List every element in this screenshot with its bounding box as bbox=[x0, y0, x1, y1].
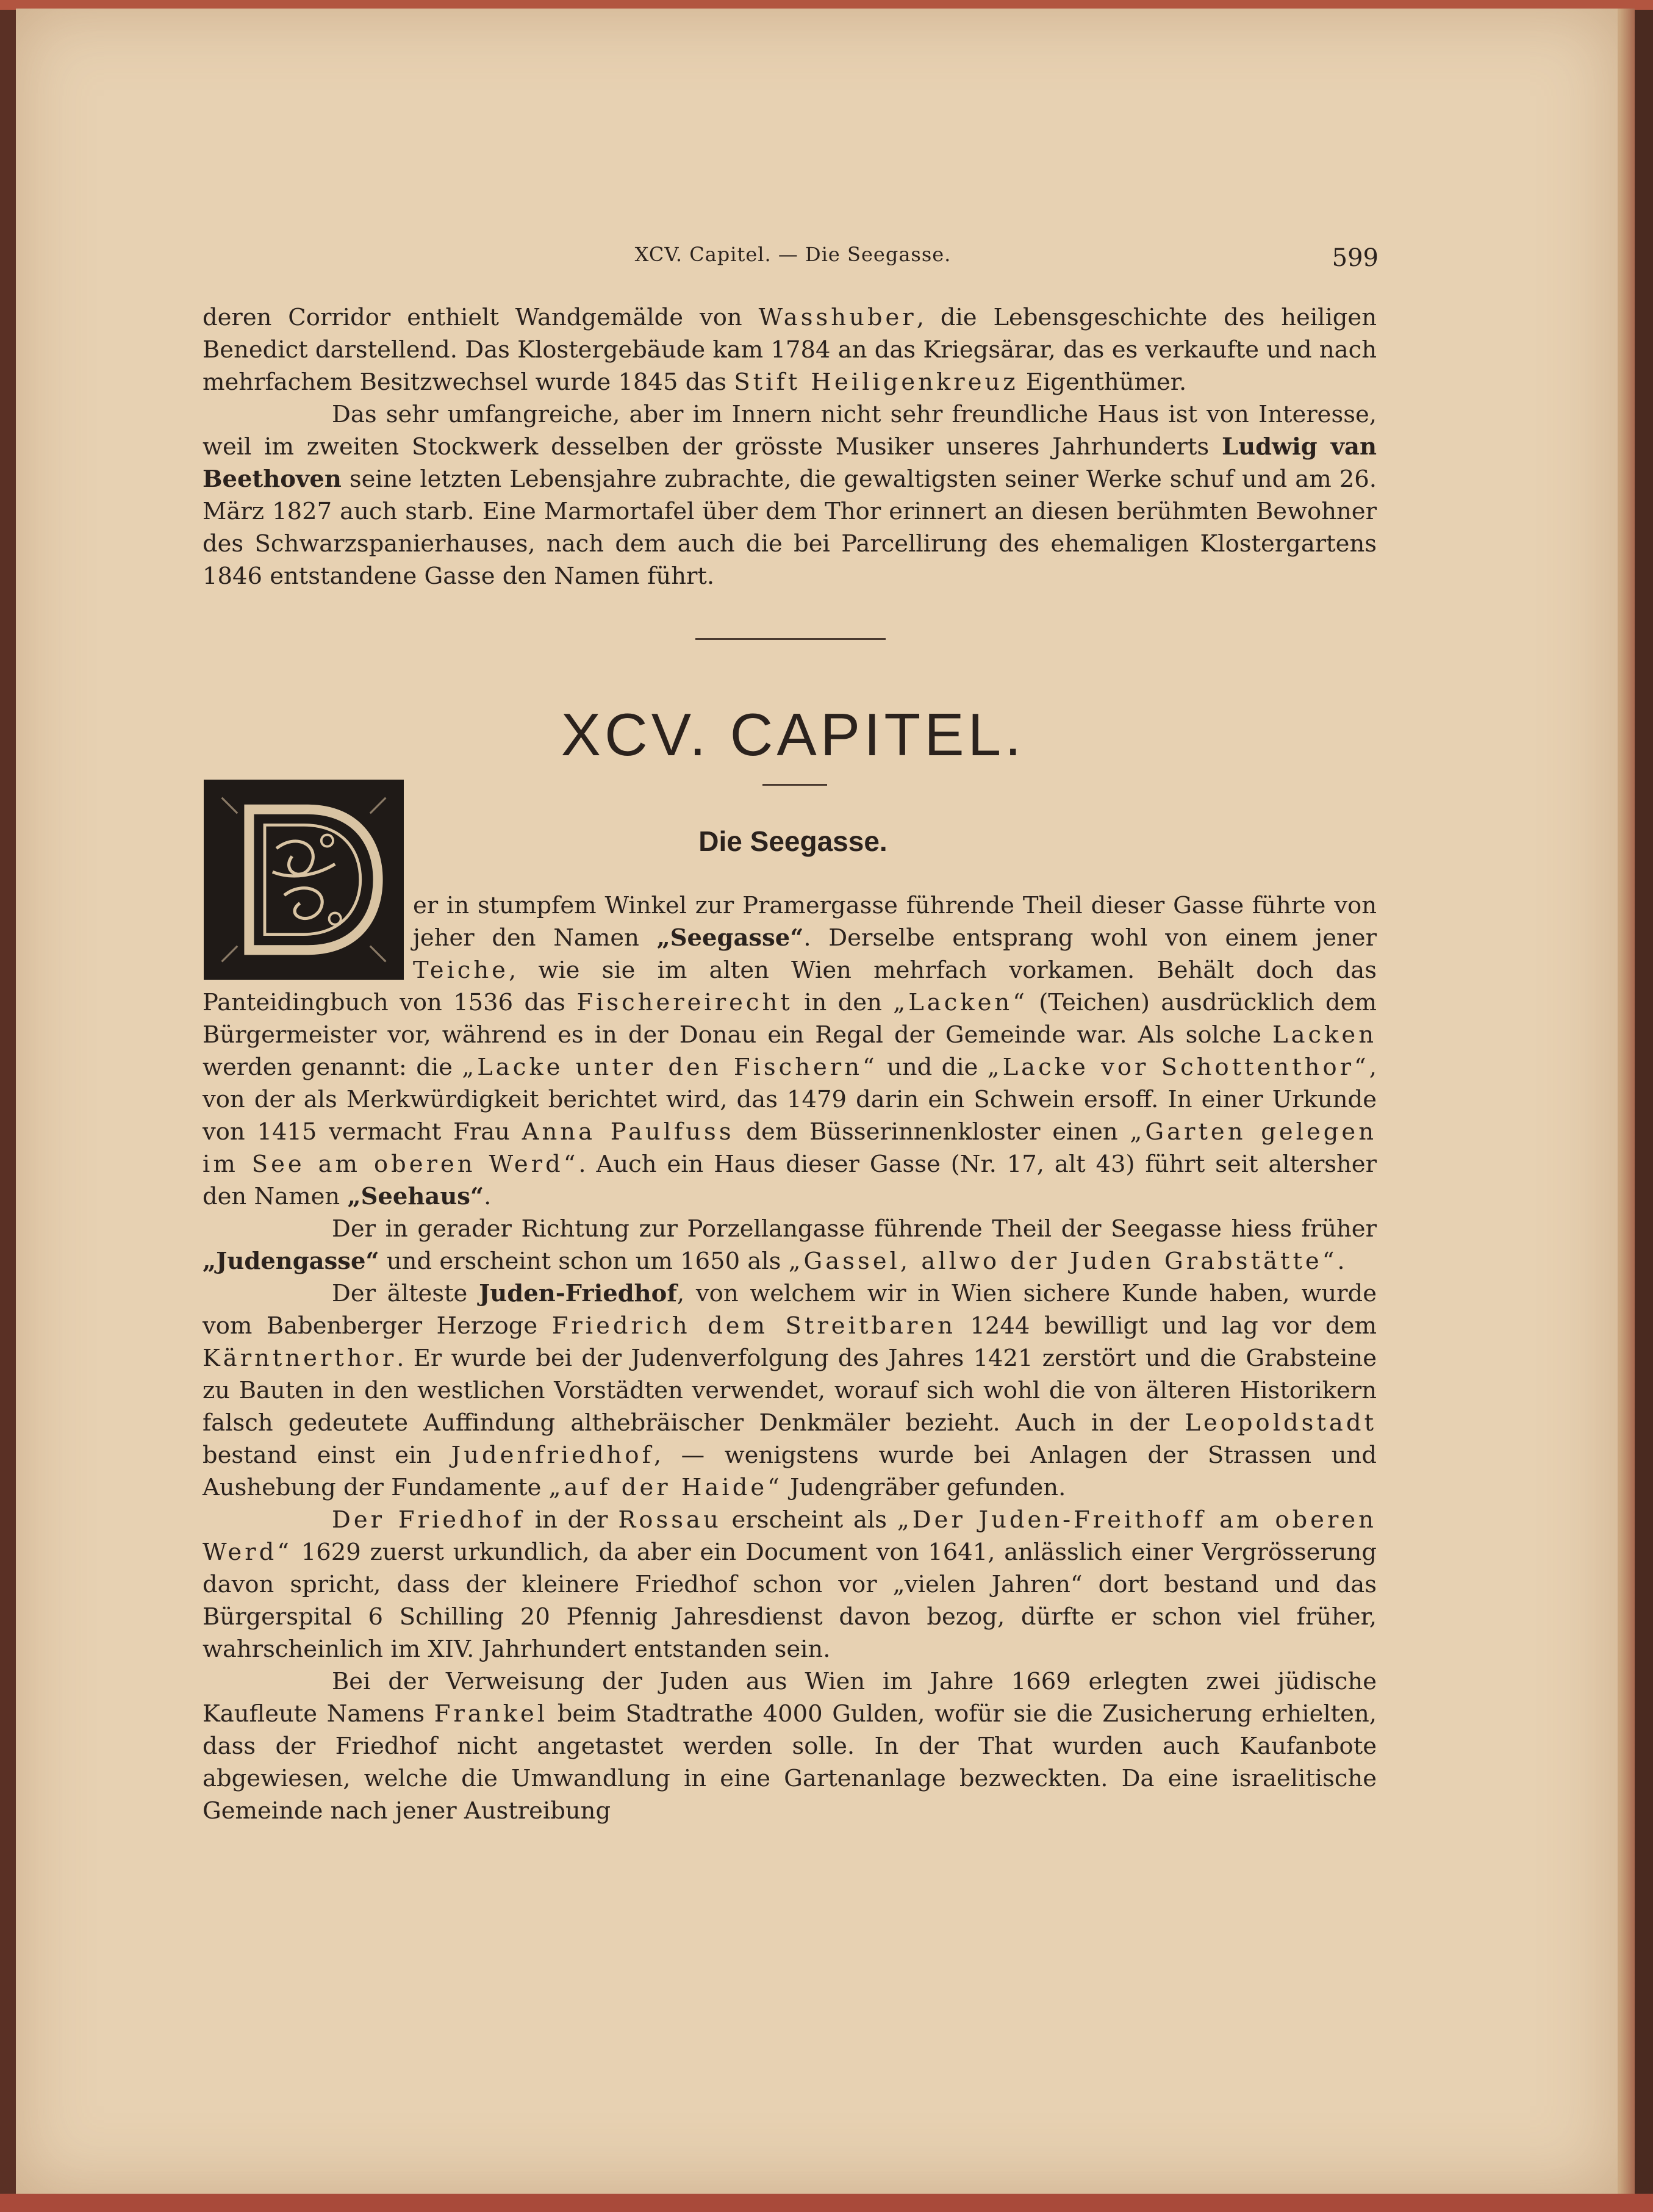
bottom-binding-edge bbox=[0, 2194, 1653, 2212]
paragraph: Bei der Verweisung der Juden aus Wien im Jahre 1669 erlegten zwei jüdische Kaufleute Namens Frankel beim Stadtrathe 4000 Gulden, wofür sie die Zusicherung erhielten, dass der Friedhof nicht angetastet werden solle. In der That wurden auch Kaufanbote abgewiesen, welche die Umwandlung in eine Gartenanlage bezweckten. Da eine israelitische Gemeinde nach jener Austreibung bbox=[203, 1668, 1377, 1825]
chapter-body bbox=[203, 889, 1377, 1827]
running-header: XCV. Capitel. — Die Seegasse. bbox=[634, 243, 952, 266]
paragraph: Das sehr umfangreiche, aber im Innern nicht sehr freundliche Haus ist von Interesse, weil im zweiten Stockwerk desselben der grösste Musiker unseres Jahrhunderts Ludwig van Beethoven seine letzten Lebensjahre zubrachte, die gewaltigsten seiner Werke schuf und am 26. März 1827 auch starb. Eine Marmortafel über dem Thor erinnert an diesen berühmten Bewohner des Schwarzspanierhauses, nach dem auch die bei Parcellirung des ehemaligen Klostergartens 1846 entstandene Gasse den Namen führt. bbox=[203, 401, 1377, 590]
section-title: Die Seegasse. bbox=[698, 825, 887, 857]
paragraph: Der Friedhof in der Rossau erscheint als „Der Juden-Freithoff am oberen Werd“ 1629 zuerst urkundlich, da aber ein Document von 1641, anlässlich einer Vergrösserung davon spricht, dass der kleinere Friedhof schon vor „vielen Jahren“ dort bestand und das Bürgerspital 6 Schilling 20 Pfennig Jahresdienst davon bezog, dürfte er schon viel früher, wahrscheinlich im XIV. Jahrhundert entstanden sein. bbox=[203, 1506, 1377, 1663]
title-divider bbox=[762, 784, 827, 786]
intro-text bbox=[203, 301, 1377, 592]
person-name: Wasshuber bbox=[758, 304, 917, 331]
paragraph: Der in gerader Richtung zur Porzellangasse führende Theil der Seegasse hiess früher „Judengasse“ und erscheint schon um 1650 als „Gassel, allwo der Juden Grabstätte“. bbox=[203, 1215, 1377, 1275]
chapter-title: XCV. CAPITEL. bbox=[561, 701, 1025, 768]
initial-float-space bbox=[203, 889, 413, 986]
street-name: „Seegasse“ bbox=[656, 924, 804, 952]
paragraph: er in stumpfem Winkel zur Pramergasse führende Theil dieser Gasse führte von jeher den Namen „Seegasse“. Derselbe entsprang wohl von einem jener Teiche, wie sie im alten Wien mehrfach vorkamen. Behält doch das Panteidingbuch von 1536 das Fischereirecht in den „Lacken“ (Teichen) ausdrücklich dem Bürgermeister vor, während es in der Donau ein Regal der Gemeinde war. Als solche Lacken werden genannt: die „Lacke unter den Fischern“ und die „Lacke vor Schottenthor“, von der als Merkwürdigkeit berichtet wird, das 1479 darin ein Schwein ersoff. In einer Urkunde von 1415 vermacht Frau Anna Paulfuss dem Büsserinnenkloster einen „Garten gelegen im See am oberen Werd“. Auch ein Haus dieser Gasse (Nr. 17, alt 43) führt seit altersher den Namen „Seehaus“. bbox=[203, 892, 1377, 1210]
paragraph: deren Corridor enthielt Wandgemälde von Wasshuber, die Lebensgeschichte des heiligen Benedict darstellend. Das Klostergebäude kam 1784 an das Kriegsärar, das es verkaufte und nach mehrfachem Besitzwechsel wurde 1845 das Stift Heiligenkreuz Eigenthümer. bbox=[203, 304, 1377, 396]
paragraph: Der älteste Juden-Friedhof, von welchem wir in Wien sichere Kunde haben, wurde vom Babenberger Herzoge Friedrich dem Streitbaren 1244 bewilligt und lag vor dem Kärntnerthor. Er wurde bei der Judenverfolgung des Jahres 1421 zerstört und die Grabsteine zu Bauten in den westlichen Vorstädten verwendet, worauf sich wohl die von älteren Historikern falsch gedeutete Auffindung althebräischer Denkmäler bezieht. Auch in der Leopoldstadt bestand einst ein Judenfriedhof, — wenigstens wurde bei Anlagen der Strassen und Aushebung der Fundamente „auf der Haide“ Judengräber gefunden. bbox=[203, 1280, 1377, 1501]
person-name: Ludwig van Beethoven bbox=[203, 433, 1377, 493]
place-name: Stift Heiligenkreuz bbox=[734, 368, 1019, 396]
book-spine bbox=[0, 0, 16, 2212]
page-number: 599 bbox=[1332, 244, 1379, 272]
section-divider bbox=[695, 638, 886, 640]
